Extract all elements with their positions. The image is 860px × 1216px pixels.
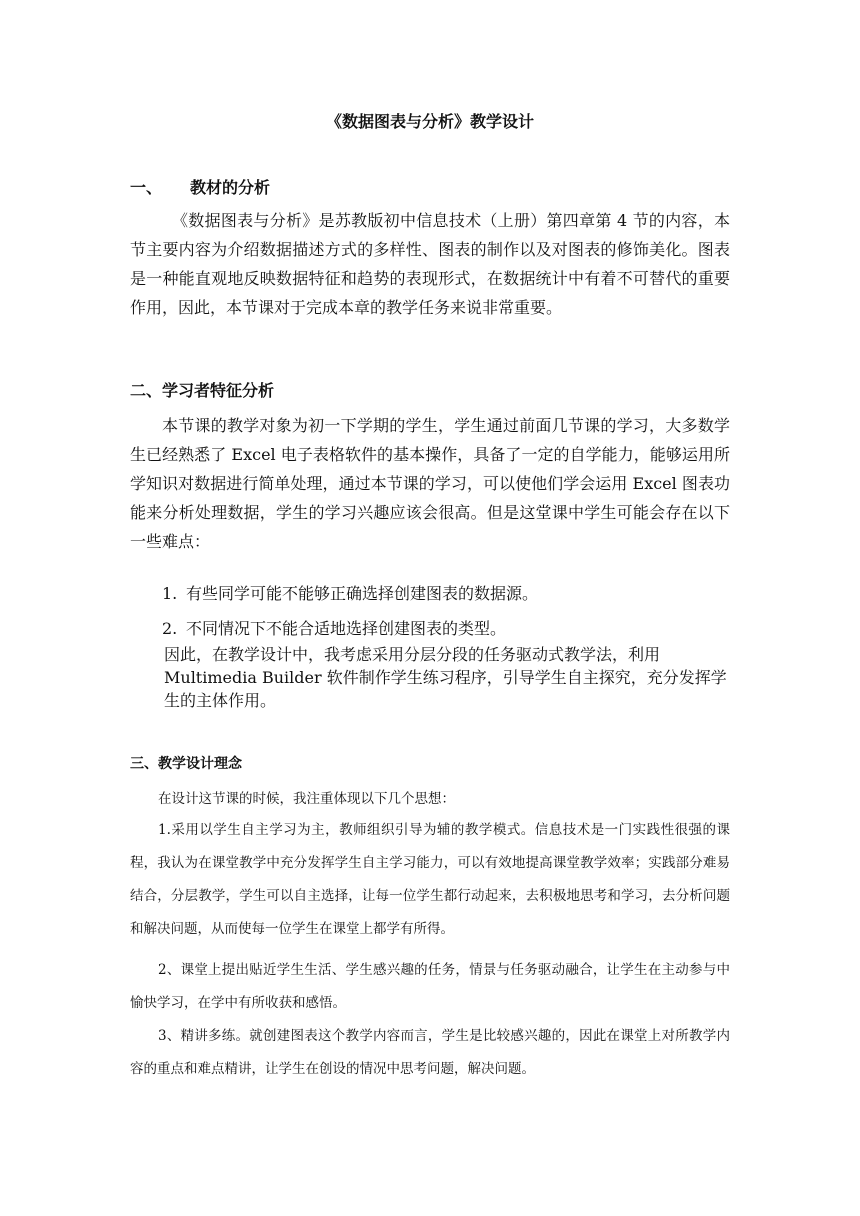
section-2-paragraph: 本节课的教学对象为初一下学期的学生，学生通过前面几节课的学习，大多数学生已经熟悉了 Excel 电子表格软件的基本操作，具备了一定的自学能力，能够运用所学知识对数据进行简单处理，通过本节课的学习，可以使他们学会运用 Excel 图表功能来分析处理数据，学生的学习兴趣应该会很高。但是这堂课中学生可能会存在以下一些难点： [130, 416, 730, 551]
section-2-heading: 二、学习者特征分析 [130, 381, 275, 400]
document-title: 《数据图表与分析》教学设计 [325, 112, 534, 131]
section-1-title: 教材的分析 [190, 178, 271, 197]
list-item [162, 580, 538, 608]
section-1-paragraph: 《数据图表与分析》是苏教版初中信息技术（上册）第四章第 4 节的内容，本节主要内容为介绍数据描述方式的多样性、图表的制作以及对图表的修饰美化。图表是一种能直观地反映数据特征和趋势的表现形式，在数据统计中有着不可替代的重要作用，因此，本节课对于完成本章的教学任务来说非常重要。 [130, 211, 730, 317]
list-item [162, 615, 506, 643]
section-3-point-1: 1.采用以学生自主学习为主，教师组织引导为辅的教学模式。信息技术是一门实践性很强的课程，我认为在课堂教学中充分发挥学生自主学习能力，可以有效地提高课堂教学效率；实践部分难易结合，分层教学，学生可以自主选择，让每一位学生都行动起来，去积极地思考和学习，去分析问题和解决问题，从而使每一位学生在课堂上都学有所得。 [130, 822, 730, 937]
section-2-follow-paragraph: 因此，在教学设计中，我考虑采用分层分段的任务驱动式教学法，利用 Multimedia Builder 软件制作学生练习程序，引导学生自主探究，充分发挥学生的主体作用。 [164, 645, 727, 710]
section-3-point-2: 2、课堂上提出贴近学生生活、学生感兴趣的任务，情景与任务驱动融合，让学生在主动参与中愉快学习，在学中有所收获和感悟。 [130, 962, 730, 1011]
list-item-number: 2. [162, 619, 178, 638]
section-3-heading: 三、教学设计理念 [130, 756, 242, 772]
section-3-point-3: 3、精讲多练。就创建图表这个教学内容而言，学生是比较感兴趣的，因此在课堂上对所教学内容的重点和难点精讲，让学生在创设的情况中思考问题，解决问题。 [130, 1028, 730, 1077]
list-item-text: 不同情况下不能合适地选择创建图表的类型。 [186, 619, 507, 638]
section-1-number: 一、 [130, 178, 163, 197]
list-item-number: 1. [162, 584, 178, 603]
list-item-text: 有些同学可能不能够正确选择创建图表的数据源。 [186, 584, 539, 603]
section-1-heading [130, 174, 270, 202]
section-3-intro: 在设计这节课的时候，我注重体现以下几个思想： [158, 791, 455, 807]
